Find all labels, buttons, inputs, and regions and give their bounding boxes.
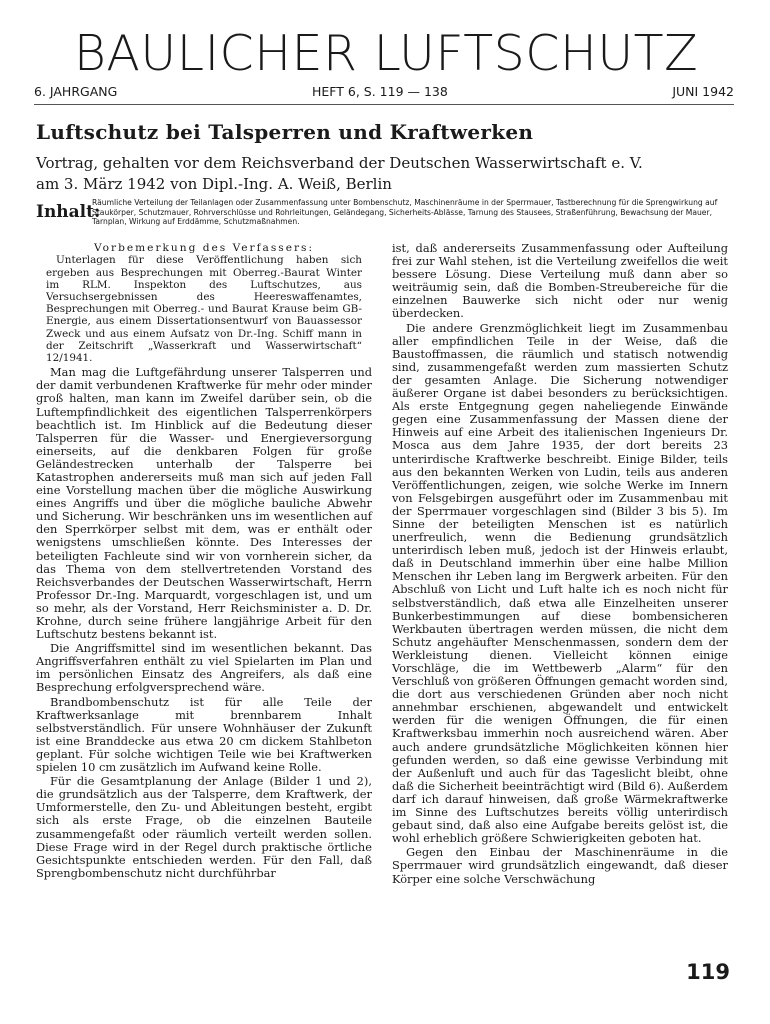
- author-note: [36, 254, 372, 364]
- right-column: [392, 242, 728, 886]
- subtitle-line-2: am 3. März 1942 von Dipl.-Ing. A. Weiß, Berlin: [36, 175, 392, 193]
- page-number: 119: [686, 960, 730, 984]
- issue-date: JUNI 1942: [672, 84, 734, 99]
- paragraph: Brandbombenschutz ist für alle Teile der Kraftwerksanlage mit brennbarem Inhalt selbstverständlich. Für unsere Wohnhäuser der Zukunft ist eine Branddecke aus etwa 20 cm dickem Stahlbeton geplant. Für solche wichtigen Teile wie bei Kraftwerken spielen 10 cm zusätzlich im Aufwand keine Rolle.: [36, 694, 372, 775]
- journal-masthead: BAULICHER LUFTSCHUTZ: [73, 25, 699, 82]
- paragraph: Die andere Grenzmöglichkeit liegt im Zusammenbau aller empfindlichen Teile in der Weise, daß die Baustoffmassen, die räumlich und statisch notwendig sind, zusammengefaßt werden zum massierten Schutz der gesamten Anlage. Die Sicherung notwendiger äußerer Organe ist dabei besonders zu berücksichtigen. Als erste Entgegnung gegen naheliegende Einwände gegen eine Zusammenfassung der Massen diene der Hinweis auf eine Arbeit des italienischen Ingenieurs Dr. Mosca aus dem Jahre 1935, der dort bereits 23 unterirdische Kraftwerke beschreibt. Einige Bilder, teils aus den bekannten Werken von Ludin, teils aus anderen Veröffentlichungen, zeigen, wie solche Werke im Innern von Felsgebirgen ausgeführt oder im Zusammenbau mit der Sperrmauer vorgeschlagen sind (Bilder 3 bis 5). Im Sinne der beteiligten Menschen ist es natürlich unerfreulich, wenn die Bedienung grundsätzlich unterirdisch leben muß, jedoch ist der Hinweis erlaubt, daß in Deutschland immerhin über eine halbe Million Menschen ihr Leben lang im Bergwerk arbeiten. Für den Abschluß von Licht und Luft halte ich es noch nicht für selbstverständlich, daß etwa alle Einzelheiten unserer Bunkerbestimmungen auf diese bombensicheren Werkbauten übertragen werden müssen, die nicht dem Schutz angehäufter Menschenmassen, sondern dem der Werkleistung dienen. Vielleicht können einige Vorschläge, die im Wettbewerb „Alarm“ für den Verschluß von größeren Öffnungen gemacht worden sind, die dort aus verschiedenen Gründen aber noch nicht annehmbar erschienen, abgewandelt und entwickelt werden für die wenigen Öffnungen, die für einen Kraftwerksbau immerhin noch ausreichend wären. Aber auch andere grundsätzliche Möglichkeiten können hier gefunden werden, so daß eine gewisse Verbindung mit der Außenluft und auch für das Tageslicht bleibt, ohne daß die Sicherheit beeinträchtigt wird (Bild 6). Außerdem darf ich darauf hinweisen, daß große Wärmekraftwerke im Sinne des Luftschutzes bereits völlig unterirdisch gebaut sind, daß also eine Aufgabe bereits gelöst ist, die wohl erheblich größere Schwierigkeiten geboten hat.: [392, 320, 728, 846]
- paragraph: Gegen den Einbau der Maschinenräume in die Sperrmauer wird grundsätzlich eingewandt, daß dieser Körper eine solche Verschwächung: [392, 845, 728, 886]
- paragraph: Man mag die Luftgefährdung unserer Talsperren und der damit verbundenen Kraftwerke für mehr oder minder groß halten, man kann im Zweifel darüber sein, ob die Luftempfindlichkeit des eigentlichen Talsperrenkörpers beachtlich ist. Im Hinblick auf die Bedeutung dieser Talsperren für die Wasser- und Energieversorgung einerseits, auf die denkbaren Folgen für große Geländestrecken unterhalb der Talsperre bei Katastrophen andererseits muß man sich auf jeden Fall eine Vorstellung machen über die mögliche Auswirkung eines Angriffs und über die mögliche bauliche Abwehr und Sicherung. Wir beschränken uns im wesentlichen auf den Sperrkörper selbst mit dem, was er enthält oder wenigstens umschließen könnte. Des Interesses der beteiligten Fachleute sind wir von vornherein sicher, da das Thema von dem stellvertretenden Vorstand des Reichsverbandes der Deutschen Wasserwirtschaft, Herrn Professor Dr.-Ing. Marquardt, vorgeschlagen ist, und um so mehr, als der Vorstand, Herr Reichsminister a. D. Dr. Krohne, durch seine frühere langjährige Arbeit für den Luftschutz bestens bekannt ist.: [36, 365, 372, 642]
- issue-number: HEFT 6, S. 119 — 138: [312, 84, 448, 99]
- paragraph: Die Angriffsmittel sind im wesentlichen bekannt. Das Angriffsverfahren enthält zu viel Spielarten im Plan und im persönlichen Einsatz des Angreifers, als daß eine Besprechung erfolgversprechend wäre.: [36, 641, 372, 695]
- header-rule: [34, 104, 734, 105]
- subtitle-line-1: Vortrag, gehalten vor dem Reichsverband der Deutschen Wasserwirtschaft e. V.: [36, 154, 643, 172]
- left-column: [36, 242, 372, 880]
- volume-label: 6. JAHRGANG: [34, 84, 118, 99]
- author-note-text: Unterlagen für diese Veröffentlichung haben sich ergeben aus Besprechungen mit Oberreg.-Baurat Winter im RLM. Inspekton des Luftschutzes, aus Versuchsergebnissen des Heereswaffenamtes, Besprechungen mit Oberreg.- und Baurat Krause beim GB-Energie, aus einem Dissertationsentwurf von Bauassessor Zweck und aus einem Aufsatz von Dr.-Ing. Schiff mann in der Zeitschrift „Wasserkraft und Wasserwirtschaft“ 12/1941.: [46, 254, 362, 365]
- author-note-heading: Vorbemerkung des Verfassers:: [93, 242, 315, 254]
- article-title: Luftschutz bei Talsperren und Kraftwerken: [36, 120, 534, 144]
- contents-label: Inhalt:: [36, 202, 101, 222]
- article-subtitle: [36, 153, 736, 195]
- paragraph: Für die Gesamtplanung der Anlage (Bilder 1 und 2), die grundsätzlich aus der Talsperre, dem Kraftwerk, der Umformerstelle, den Zu- und Ableitungen besteht, ergibt sich als erste Frage, ob die einzelnen Bauteile zusammengefaßt oder räumlich verteilt werden sollen. Diese Frage wird in der Regel durch praktische örtliche Gesichtspunkte entschieden werden. Für den Fall, daß Sprengbombenschutz nicht durchführbar: [36, 774, 372, 880]
- issue-line: [34, 84, 734, 102]
- paragraph: ist, daß andererseits Zusammenfassung oder Aufteilung frei zur Wahl stehen, ist die Verteilung zweifellos die weit bessere Lösung. Diese Verteilung muß dann aber so weiträumig sein, daß die Bomben-Streubereiche für die einzelnen Bauwerke sich nicht oder nur wenig überdecken.: [392, 241, 728, 321]
- contents-text: Räumliche Verteilung der Teilanlagen oder Zusammenfassung unter Bombenschutz, Maschinenräume in der Sperrmauer, Tastberechnung für die Sprengwirkung auf Staukörper, Schutzmauer, Rohrverschlüsse und Rohrleitungen, Geländegang, Sicherheits-Ablässe, Tarnung des Stausees, Straßenführung, Bewachsung der Mauer, Tarnplan, Wirkung auf Erddämme, Schutzmaßnahmen.: [92, 198, 718, 226]
